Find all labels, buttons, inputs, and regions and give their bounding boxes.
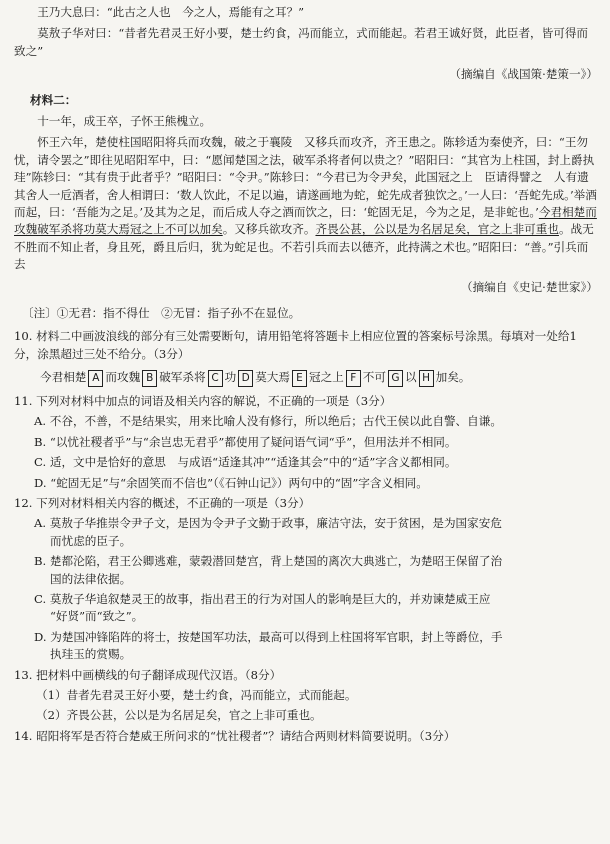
option-text-continued: “好贤”而“致之”。: [50, 609, 144, 624]
break-marker-a[interactable]: A: [88, 370, 103, 387]
question-12: [14, 495, 598, 664]
option-label: C.: [34, 455, 47, 470]
option-text-continued: 而忧虑的臣子。: [50, 533, 132, 548]
break-marker-c[interactable]: C: [208, 370, 223, 387]
exam-page: [14, 4, 598, 748]
segment: 以: [404, 370, 417, 385]
segment: 今君相楚: [40, 370, 87, 385]
break-marker-e[interactable]: E: [292, 370, 307, 387]
paragraph-2-text-a: 怀王六年，楚使柱国昭阳将兵而攻魏，破之于襄陵 又移兵而攻齐，齐王患之。陈轸适为秦使齐，曰：“王勿忧，请令罢之”即往见昭阳军中，曰：“愿闻楚国之法，破军杀将者何以贵之？”昭阳曰：“其官为上柱国，封上爵执珪”陈轸曰：“其有贵于此者乎？”昭阳曰：“令尹。”陈轸曰：“今君已为令尹矣，此国冠之上 臣请得譬之 人有遗其舍人一卮酒者，舍人相谓曰：‘数人饮此，不足以遍，请遂画地为蛇，蛇先成者独饮之。’一人曰：‘吾蛇先成。’举酒而起，曰：‘吾能为之足。’及其为之足，而后成人夺之酒而饮之，曰：‘蛇固无足，今为之足，是非蛇也。’: [14, 135, 597, 219]
break-marker-g[interactable]: G: [388, 370, 403, 387]
question-10: [14, 328, 598, 387]
option-label: B.: [34, 554, 47, 569]
option-text: 为楚国冲锋陷阵的将士，按楚国军功法，最高可以得到上柱国将军官职，封上等爵位，手: [50, 629, 503, 644]
option-text: “蛇固无足”与“余固笑而不信也”（《石钟山记》）两句中的“固”字含义相同。: [50, 475, 428, 490]
option-label: C.: [34, 591, 47, 606]
question-13-stem: 13. 把材料中画横线的句子翻译成现代汉语。（8分）: [14, 667, 282, 682]
question-11-option-c[interactable]: [34, 454, 598, 471]
segment: 功: [224, 370, 237, 385]
question-13: [14, 667, 598, 725]
break-marker-d[interactable]: D: [238, 370, 253, 387]
wavy-underlined-sentence: 今君相楚而攻魏破军杀将功莫大焉冠之上不可以加矣: [14, 204, 597, 237]
material-1-source: （摘编自《战国策·楚策一》）: [449, 67, 598, 82]
break-marker-h[interactable]: H: [419, 370, 434, 387]
option-text: 莫敖子华追叙楚灵王的故事，指出君王的行为对国人的影响是巨大的，并劝谏楚威王应: [49, 591, 491, 606]
question-11-option-d[interactable]: [34, 475, 598, 492]
material-2-paragraph-2: [14, 134, 598, 273]
option-label: D.: [34, 475, 47, 490]
question-11: [14, 393, 598, 492]
break-marker-b[interactable]: B: [142, 370, 157, 387]
option-label: A.: [34, 516, 47, 531]
question-13-item-2: （2）齐畏公甚，公以是为名居足矣，官之上非可重也。: [36, 708, 322, 723]
option-text-continued: 国的法律依据。: [50, 571, 132, 586]
segment: 莫大焉: [255, 370, 290, 385]
option-label: D.: [34, 629, 47, 644]
question-12-option-d[interactable]: [34, 629, 598, 664]
segment: 而攻魏: [105, 370, 141, 385]
question-10-stem: 10. 材料二中画波浪线的部分有三处需要断句，请用铅笔将答题卡上相应位置的答案标号涂黑。每填对一处给1分，涂黑超过三处不给分。（3分）: [14, 329, 577, 361]
segment: 冠之上: [308, 370, 344, 385]
option-text: 适，文中是恰好的意思 与成语“适逢其冲”“适逢其会”中的“适”字含义都相同。: [49, 455, 457, 470]
option-text-continued: 执珪玉的赏赐。: [50, 647, 132, 662]
paragraph-2-text-c: 。战无不胜而不知止者，身且死，爵且后归，犹为蛇足也。不若引兵而去以德齐，此持满之术也。”昭阳曰：“善。”引兵而去: [14, 222, 594, 272]
underlined-sentence: 齐畏公甚，公以是为名居足矣，官之上非可重也: [315, 222, 559, 237]
question-11-stem: 11. 下列对材料中加点的词语及相关内容的解说，不正确的一项是（3分）: [14, 394, 392, 409]
material-2-source: （摘编自《史记·楚世家》）: [460, 280, 598, 295]
question-11-option-b[interactable]: [34, 434, 598, 451]
question-12-option-a[interactable]: [34, 515, 598, 550]
break-marker-f[interactable]: F: [346, 370, 361, 387]
question-12-option-c[interactable]: [34, 591, 598, 626]
question-12-option-b[interactable]: [34, 553, 598, 588]
material-2-heading: 材料二：: [30, 92, 77, 107]
question-12-stem: 12. 下列对材料相关内容的概述，不正确的一项是（3分）: [14, 495, 311, 510]
material-1: [14, 4, 598, 84]
option-label: A.: [34, 414, 47, 429]
material-1-line-2: 莫敖子华对曰：“昔者先君灵王好小要，楚士约食，冯而能立，式而能起。若君王诚好贤，此臣者，皆可得而致之”: [14, 26, 589, 58]
segment: 不可: [362, 370, 386, 385]
paragraph-2-text-b: 。又移兵欲攻齐。: [222, 222, 316, 237]
question-14-stem: 14. 昭阳将军是否符合楚威王所问求的“忧社稷者”？请结合两则材料简要说明。（3分）: [14, 728, 456, 743]
annotation-note: 〔注〕①无君：指不得仕 ②无冒：指子孙不在显位。: [22, 305, 301, 320]
question-14: [14, 728, 598, 745]
segment: 破军杀将: [159, 370, 206, 385]
option-text: 不谷，不善，不是结果实，用来比喻人没有修行，所以绝后；古代王侯以此自警、自谦。: [49, 414, 502, 429]
option-text: “以忧社稷者乎”与“余岂忠无君乎”都使用了疑问语气词“乎”，但用法并不相同。: [49, 434, 457, 449]
question-13-item-1: （1）昔者先君灵王好小要，楚士约食，冯而能立，式而能起。: [36, 687, 357, 702]
material-2-paragraph-1: 十一年，成王卒，子怀王熊槐立。: [37, 113, 212, 128]
material-1-line-1: 王乃大息曰：“此古之人也 今之人，焉能有之耳？”: [37, 5, 305, 19]
option-label: B.: [34, 434, 47, 449]
option-text: 莫敖子华推崇令尹子文，是因为令尹子文勤于政事，廉洁守法，安于贫困，是为国家安危: [49, 516, 502, 531]
option-text: 楚都沦陷，君王公卿逃难，蒙榖潜回楚宫，背上楚国的离次大典逃亡，为楚昭王保留了治: [49, 554, 503, 569]
material-2: [14, 92, 598, 297]
segment: 加矣。: [435, 370, 471, 385]
question-11-option-a[interactable]: [34, 413, 598, 430]
break-marker-row: [40, 369, 598, 387]
